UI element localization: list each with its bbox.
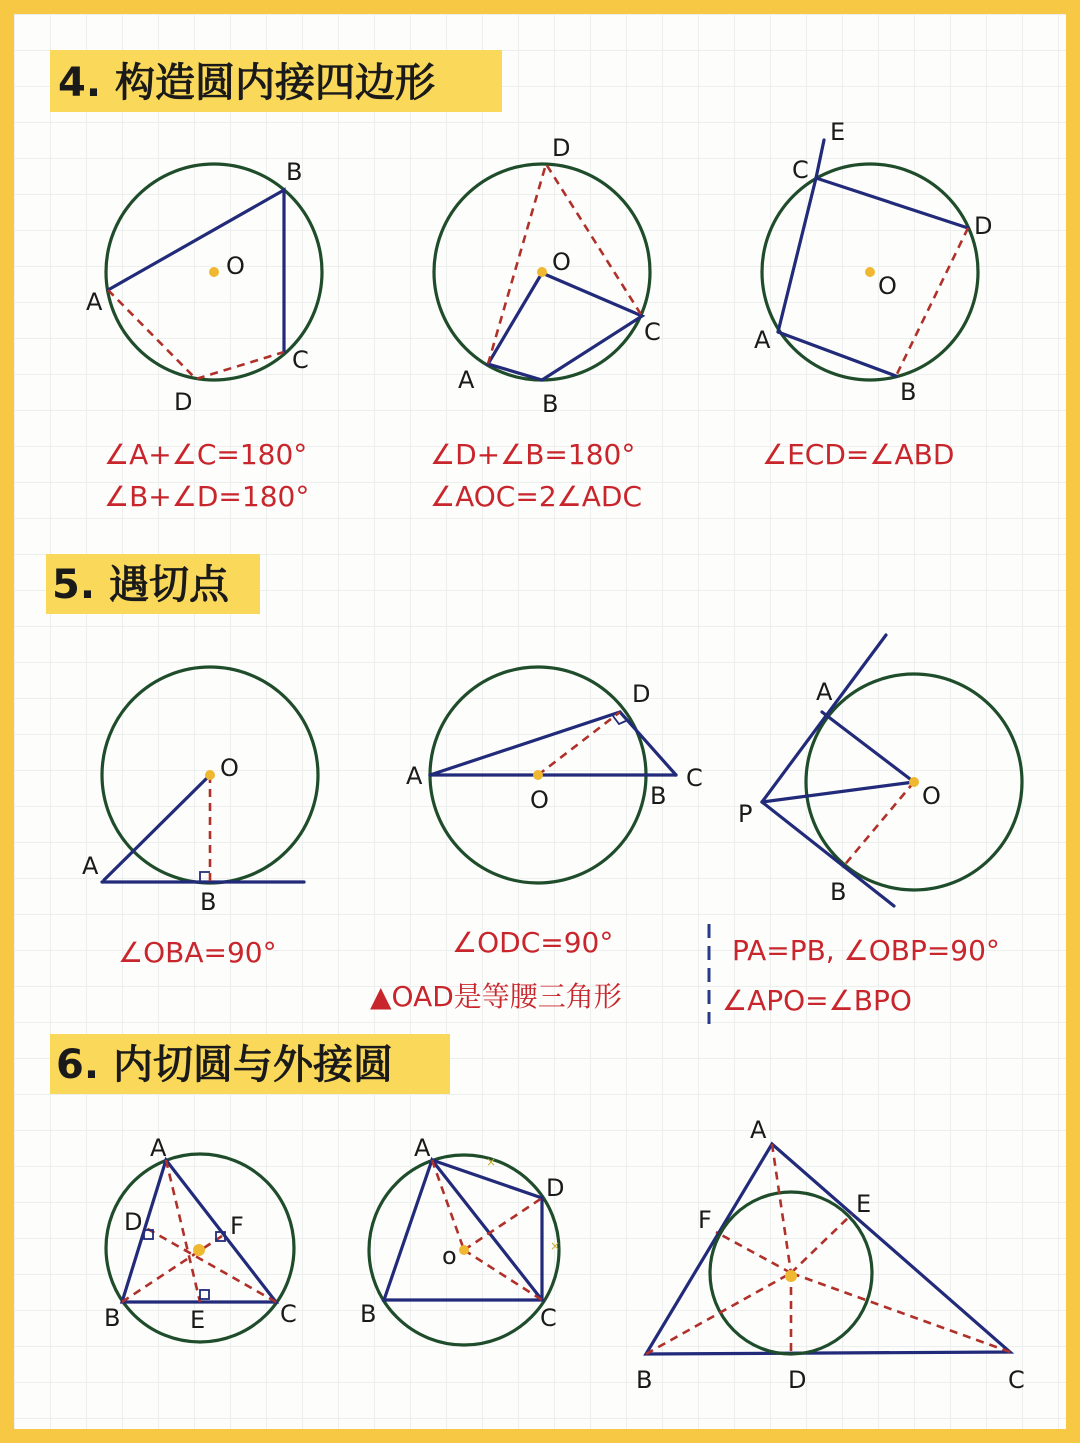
label-d: D (124, 1208, 143, 1236)
right-angle-mark-e (200, 1290, 209, 1299)
label-c: C (1008, 1366, 1025, 1394)
figure-5-3 (722, 635, 1022, 1017)
segments-ad-dc (430, 712, 676, 775)
formula-1: PA=PB, ∠OBP=90° (732, 934, 1000, 967)
label-d: D (546, 1174, 565, 1202)
section-6-title: 6. 内切圆与外接圆 (56, 1042, 393, 1088)
label-e: E (190, 1306, 206, 1334)
center-point (209, 267, 219, 277)
label-d: D (632, 680, 651, 708)
label-b: B (104, 1304, 121, 1332)
radius-to-f (716, 1232, 791, 1273)
orthocenter-point (193, 1244, 205, 1256)
label-e: E (830, 118, 846, 146)
label-a: A (816, 678, 833, 706)
formula-1: ∠A+∠C=180° (104, 438, 308, 471)
label-a: A (86, 288, 103, 316)
triangle-abc (122, 1160, 276, 1302)
figure-6-1 (104, 1134, 297, 1342)
triangle-abc (384, 1160, 542, 1300)
label-a: A (150, 1134, 167, 1162)
quad-solid-sides (488, 273, 642, 380)
label-b: B (900, 378, 917, 406)
label-o: O (922, 782, 941, 810)
side-ab (778, 332, 896, 376)
label-b: B (830, 878, 847, 906)
equal-arc-mark-2: × (550, 1239, 561, 1253)
geometry-diagram (14, 14, 1066, 1429)
label-b: B (650, 782, 667, 810)
radius-ob (842, 782, 914, 868)
tangent-pa (762, 635, 886, 802)
segment-ao (104, 775, 210, 880)
extension-ce (816, 140, 824, 178)
formula-2: ∠AOC=2∠ADC (430, 480, 642, 513)
center-point (533, 770, 543, 780)
center-point (537, 267, 547, 277)
label-d: D (174, 388, 193, 416)
center-point (459, 1245, 469, 1255)
formula-1: ∠ODC=90° (452, 926, 614, 959)
label-c: C (644, 318, 661, 346)
label-b: B (360, 1300, 377, 1328)
label-c: C (280, 1300, 297, 1328)
label-d: D (788, 1366, 807, 1394)
label-b: B (286, 158, 303, 186)
quad-dashed-sides (108, 290, 284, 379)
radius-to-e (791, 1214, 852, 1273)
equal-arc-mark-1: × (486, 1155, 497, 1169)
figure-6-3 (636, 1116, 1025, 1394)
label-o: O (220, 754, 239, 782)
label-a: A (82, 852, 99, 880)
radius-oa (822, 712, 914, 782)
section-4-title: 4. 构造圆内接四边形 (58, 60, 435, 106)
label-f: F (698, 1206, 712, 1234)
formula-2: ▲OAD是等腰三角形 (370, 980, 622, 1013)
label-a: A (754, 326, 771, 354)
figure-5-1 (82, 667, 318, 969)
label-b: B (200, 888, 217, 916)
label-a: A (750, 1116, 767, 1144)
section-5-title: 5. 遇切点 (52, 562, 229, 608)
label-o: o (442, 1242, 457, 1270)
label-b: B (542, 390, 559, 418)
center-point (865, 267, 875, 277)
label-d: D (974, 212, 993, 240)
label-c: C (540, 1304, 557, 1332)
label-o: O (878, 272, 897, 300)
bisector-a (772, 1144, 791, 1273)
figure-6-2 (360, 1134, 564, 1345)
center-point (909, 777, 919, 787)
formula-2: ∠B+∠D=180° (104, 480, 310, 513)
label-c: C (292, 346, 309, 374)
altitude-bf (122, 1236, 222, 1302)
quad-solid-sides (108, 190, 284, 352)
dashed-side-bd (896, 228, 968, 376)
incenter-point (785, 1270, 797, 1282)
label-d: D (552, 134, 571, 162)
radius-od (538, 712, 620, 775)
label-o: O (552, 248, 571, 276)
figure-4-2 (430, 134, 661, 513)
label-b: B (636, 1366, 653, 1394)
radius-od (464, 1198, 542, 1250)
figure-5-2 (370, 667, 703, 1013)
worksheet-page (14, 14, 1066, 1429)
radius-oc (464, 1250, 542, 1300)
tangent-pb (762, 802, 894, 906)
label-f: F (230, 1212, 244, 1240)
label-p: P (738, 800, 753, 828)
formula-1: ∠ECD=∠ABD (762, 438, 955, 471)
label-a: A (406, 762, 423, 790)
formula-2: ∠APO=∠BPO (722, 984, 912, 1017)
quad-solid-sides-ac-cd (778, 178, 968, 332)
label-c: C (792, 156, 809, 184)
altitude-cd (146, 1228, 276, 1302)
label-a: A (414, 1134, 431, 1162)
radius-oa (432, 1160, 464, 1250)
center-point (205, 770, 215, 780)
label-a: A (458, 366, 475, 394)
formula-1: ∠D+∠B=180° (430, 438, 636, 471)
segment-po (762, 782, 914, 802)
figure-4-1 (86, 158, 322, 513)
label-c: C (686, 764, 703, 792)
formula-1: ∠OBA=90° (118, 936, 277, 969)
label-o: O (226, 252, 245, 280)
label-o: O (530, 786, 549, 814)
figure-4-3 (754, 118, 992, 471)
label-e: E (856, 1190, 872, 1218)
bisector-b (646, 1273, 791, 1354)
bisector-c (791, 1273, 1010, 1352)
